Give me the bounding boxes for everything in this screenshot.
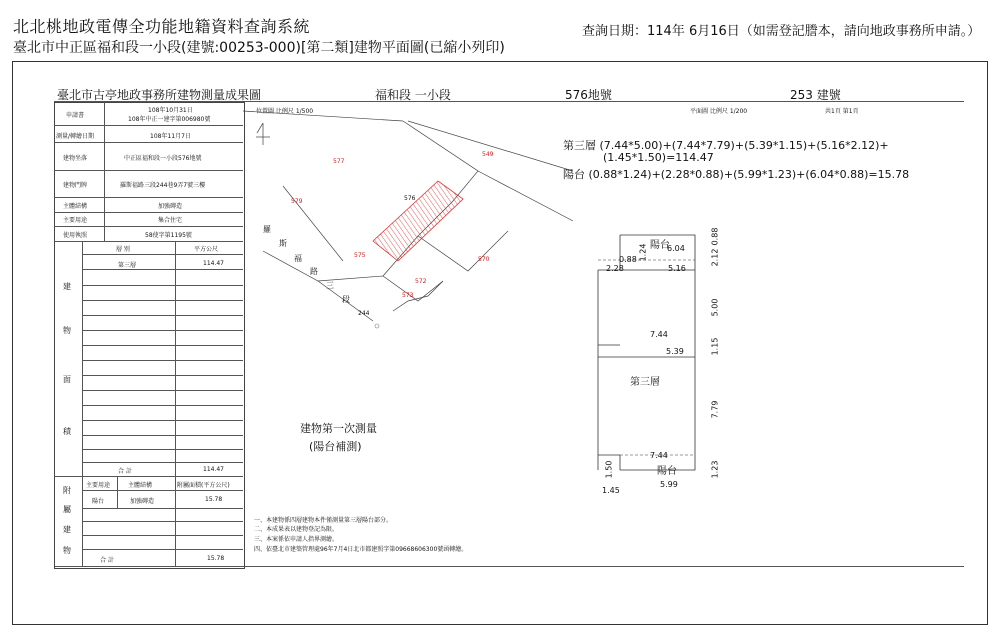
- road-char-4: 路: [310, 267, 318, 276]
- dim-1.23: 1.23: [710, 460, 720, 479]
- apply-value-2: 108年中正一建字第006980號: [128, 116, 211, 123]
- dim-2.12: 2.12: [710, 248, 720, 267]
- area-col-divider: [175, 241, 176, 476]
- license-label: 使用執照: [63, 232, 88, 239]
- apply-value-1: 108年10月31日: [148, 107, 193, 114]
- location-label: 建物坐落: [63, 155, 88, 162]
- plan-section: 福和段 一小段: [375, 88, 451, 102]
- att-side-4: 物: [63, 546, 71, 555]
- doorplate-label: 建物門牌: [63, 182, 88, 189]
- att-area: 15.78: [205, 496, 223, 503]
- query-date: 查詢日期：114年 6月16日（如需登記謄本，請向地政事務所申請。）: [582, 24, 981, 39]
- use-label: 主要用途: [63, 217, 88, 224]
- subtotal-value: 114.47: [203, 466, 224, 473]
- plan-office: 臺北市古亭地政事務所建物測量成果圖: [57, 88, 262, 102]
- plan-lot: 576地號: [565, 88, 612, 102]
- road-char-3: 福: [294, 254, 302, 263]
- note-3: 三、本案係依申請人指界測繪。: [254, 536, 339, 543]
- header-subtitle: 臺北市中正區福和段一小段(建號:00253-000)[第二類]建物平面圖(已縮小列印): [13, 40, 505, 56]
- table-rule: [54, 212, 243, 213]
- table-rule: [54, 125, 243, 126]
- att-col1: 主要用途: [86, 482, 111, 489]
- dim-5.39: 5.39: [666, 347, 684, 356]
- location-map: [243, 101, 573, 441]
- lot-549: 549: [482, 151, 494, 158]
- dim-5.16: 5.16: [668, 264, 686, 273]
- dim-1.50: 1.50: [604, 460, 614, 479]
- location-value: 中正區福和段一小段576地號: [124, 155, 202, 162]
- lot-577: 577: [333, 158, 345, 165]
- dim-6.04: 6.04: [667, 244, 685, 253]
- att-col-divider-1: [117, 476, 118, 508]
- plan-building-no: 253 建號: [790, 88, 841, 102]
- floor-area: 114.47: [203, 260, 224, 267]
- att-col3: 附屬面積(平方公尺): [177, 482, 230, 489]
- road-char-6: 段: [342, 295, 350, 304]
- floor-label: 第三層: [630, 377, 660, 388]
- table-rule: [54, 197, 243, 198]
- att-side-2: 屬: [63, 505, 71, 514]
- side-label-1: 建: [63, 282, 71, 291]
- lot-579: 579: [291, 198, 303, 205]
- floor-name: 第三層: [118, 262, 137, 269]
- formula-line-2: (1.45*1.50)=114.47: [603, 151, 714, 164]
- note-4: 四、依臺北市建築管理處96年7月4日北市都建照字第09668606300號函轉繪。: [254, 546, 468, 553]
- dim-5.00: 5.00: [710, 298, 720, 317]
- dim-1.15: 1.15: [710, 337, 720, 356]
- lot-572: 572: [415, 278, 427, 285]
- balcony-bottom: 陽台: [657, 466, 677, 477]
- survey-note-2: (陽台補測): [309, 440, 362, 453]
- apply-label: 申請書: [66, 112, 85, 119]
- dim-7.44-b: 7.44: [650, 451, 668, 460]
- formula-line-1: 第三層 (7.44*5.00)+(7.44*7.79)+(5.39*1.15)+(5.16*2.12)+: [563, 139, 889, 152]
- lot-575: 575: [354, 252, 366, 259]
- table-rule: [54, 142, 243, 143]
- road-char-2: 斯: [279, 239, 287, 248]
- marker: [375, 324, 379, 328]
- att-col2: 主體結構: [128, 482, 153, 489]
- area-header-rule: [82, 254, 243, 255]
- lot-570: 570: [478, 256, 490, 263]
- note-2: 二、本成果表以建物登記為限。: [254, 526, 339, 533]
- dim-7.79: 7.79: [710, 400, 720, 419]
- col-area: 平方公尺: [194, 246, 219, 253]
- road-number: 244: [358, 310, 370, 317]
- road-char-5: 三: [326, 281, 334, 290]
- use-value: 集合住宅: [158, 217, 183, 224]
- plan-scale: 平面圖 比例尺 1/200: [690, 108, 748, 115]
- structure-value: 加強磚造: [158, 203, 183, 210]
- att-total-label: 合 計: [100, 557, 114, 564]
- att-struct: 加強磚造: [130, 498, 155, 505]
- table-rule: [54, 226, 243, 227]
- dim-2.28: 2.28: [606, 264, 624, 273]
- att-side-1: 附: [63, 486, 71, 495]
- dim-5.99: 5.99: [660, 480, 678, 489]
- balcony-top: 陽台: [650, 240, 670, 251]
- building-footprint: [373, 181, 463, 261]
- side-label-3: 面: [63, 375, 71, 384]
- att-side-3: 建: [63, 525, 71, 534]
- north-arrow: [256, 123, 270, 145]
- survey-note-1: 建物第一次測量: [300, 422, 377, 435]
- att-use: 陽台: [92, 498, 105, 505]
- side-label-4: 積: [63, 427, 71, 436]
- table-divider: [104, 102, 105, 241]
- dim-0.88-b: 0.88: [710, 227, 720, 246]
- lot-576: 576: [404, 195, 416, 202]
- note-1: 一、本建物係四層建物本件僅測量第三層陽台部分。: [254, 517, 393, 524]
- page-count: 共1頁 第1頁: [825, 108, 859, 115]
- structure-label: 主體結構: [63, 203, 88, 210]
- doorplate-value: 羅斯福路三段244巷9弄7號三樓: [120, 182, 206, 189]
- side-label-2: 物: [63, 326, 71, 335]
- survey-date-value: 108年11月7日: [150, 133, 191, 140]
- formula-line-3: 陽台 (0.88*1.24)+(2.28*0.88)+(5.99*1.23)+(6.04*0.88)=15.78: [563, 168, 910, 181]
- lot-573: 573: [402, 292, 414, 299]
- area-side-divider: [82, 241, 83, 476]
- table-rule: [54, 170, 243, 171]
- col-floor: 層 別: [116, 246, 130, 253]
- survey-date-label: 測量/轉繪日期: [56, 133, 95, 140]
- header-title: 北北桃地政電傳全功能地籍資料查詢系統: [13, 17, 311, 36]
- dim-1.24: 1.24: [638, 243, 648, 262]
- dim-7.44-a: 7.44: [650, 330, 668, 339]
- license-value: 58使字第1195號: [145, 232, 192, 239]
- subtotal-label: 合 計: [118, 468, 132, 475]
- dim-1.45: 1.45: [602, 486, 620, 495]
- position-scale: 位置圖 比例尺 1/500: [256, 108, 314, 115]
- att-total-value: 15.78: [207, 555, 225, 562]
- dim-0.88-a: 0.88: [619, 255, 637, 264]
- road-char-1: 羅: [263, 225, 271, 234]
